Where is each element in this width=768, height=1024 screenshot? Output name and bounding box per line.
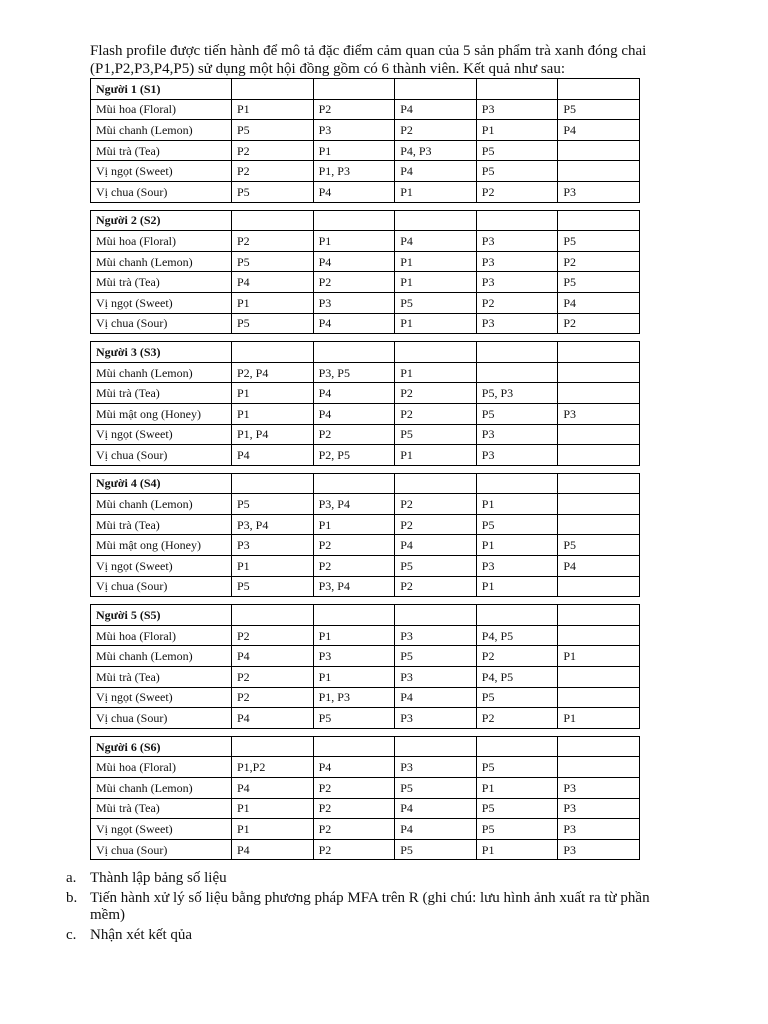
rank-cell: P2 bbox=[395, 494, 477, 515]
intro-line-2: (P1,P2,P3,P4,P5) sử dụng một hội đồng gồm có 6 thành viên. Kết quả như sau: bbox=[90, 61, 566, 77]
rank-cell: P2, P4 bbox=[232, 362, 314, 383]
rank-cell: P3, P4 bbox=[232, 514, 314, 535]
intro-paragraph bbox=[90, 42, 690, 78]
rank-cell: P2, P5 bbox=[313, 445, 395, 466]
rank-cell: P1 bbox=[232, 292, 314, 313]
rank-cell: P5 bbox=[558, 272, 640, 293]
table-row bbox=[91, 140, 640, 161]
rank-cell: P1 bbox=[476, 535, 558, 556]
empty-cell bbox=[395, 473, 477, 494]
empty-cell bbox=[313, 736, 395, 757]
rank-cell: P3 bbox=[476, 99, 558, 120]
rank-cell: P1 bbox=[558, 646, 640, 667]
task-letter: c. bbox=[66, 927, 77, 943]
attribute-cell: Vị chua (Sour) bbox=[91, 708, 232, 729]
rank-cell: P5 bbox=[558, 535, 640, 556]
rank-cell: P3 bbox=[476, 556, 558, 577]
panelist-header: Người 2 (S2) bbox=[91, 210, 232, 231]
attribute-cell: Vị chua (Sour) bbox=[91, 313, 232, 334]
rank-cell: P1 bbox=[395, 445, 477, 466]
table-row bbox=[91, 625, 640, 646]
panelist-table bbox=[90, 473, 640, 598]
rank-cell: P5 bbox=[395, 424, 477, 445]
task-text: Tiến hành xử lý số liệu bằng phương pháp MFA trên R (ghi chú: lưu hình ảnh xuất ra từ phần mềm) bbox=[90, 890, 650, 923]
rank-cell: P4 bbox=[395, 687, 477, 708]
rank-cell: P5 bbox=[476, 403, 558, 424]
table-row bbox=[91, 313, 640, 334]
table-row bbox=[91, 120, 640, 141]
table-row bbox=[91, 272, 640, 293]
table-row bbox=[91, 383, 640, 404]
rank-cell: P4 bbox=[313, 313, 395, 334]
attribute-cell: Vị ngọt (Sweet) bbox=[91, 556, 232, 577]
rank-cell: P1 bbox=[395, 251, 477, 272]
empty-cell bbox=[558, 605, 640, 626]
rank-cell: P4 bbox=[232, 272, 314, 293]
rank-cell: P4 bbox=[558, 556, 640, 577]
panelist-table bbox=[90, 604, 640, 729]
rank-cell: P4 bbox=[395, 819, 477, 840]
rank-cell: P3, P4 bbox=[313, 494, 395, 515]
rank-cell: P5 bbox=[232, 576, 314, 597]
rank-cell: P1 bbox=[313, 625, 395, 646]
table-row bbox=[91, 535, 640, 556]
rank-cell: P1 bbox=[395, 362, 477, 383]
rank-cell: P2 bbox=[313, 556, 395, 577]
rank-cell: P5 bbox=[395, 839, 477, 860]
rank-cell: P5 bbox=[476, 140, 558, 161]
rank-cell: P3 bbox=[558, 819, 640, 840]
rank-cell: P4, P3 bbox=[395, 140, 477, 161]
rank-cell: P2 bbox=[395, 576, 477, 597]
rank-cell: P4 bbox=[313, 251, 395, 272]
table-row bbox=[91, 576, 640, 597]
empty-cell bbox=[558, 342, 640, 363]
table-row bbox=[91, 403, 640, 424]
rank-cell: P2 bbox=[395, 514, 477, 535]
rank-cell: P5 bbox=[232, 494, 314, 515]
attribute-cell: Mùi mật ong (Honey) bbox=[91, 403, 232, 424]
rank-cell: P3 bbox=[558, 778, 640, 799]
attribute-cell: Vị ngọt (Sweet) bbox=[91, 424, 232, 445]
rank-cell: P3 bbox=[313, 646, 395, 667]
rank-cell bbox=[558, 514, 640, 535]
rank-cell bbox=[558, 161, 640, 182]
rank-cell: P2 bbox=[395, 383, 477, 404]
table-row bbox=[91, 251, 640, 272]
rank-cell: P2 bbox=[232, 231, 314, 252]
rank-cell: P4 bbox=[232, 839, 314, 860]
rank-cell bbox=[558, 687, 640, 708]
empty-cell bbox=[476, 473, 558, 494]
rank-cell: P1 bbox=[232, 556, 314, 577]
table-row bbox=[91, 99, 640, 120]
attribute-cell: Mùi chanh (Lemon) bbox=[91, 778, 232, 799]
panelist-header: Người 1 (S1) bbox=[91, 79, 232, 100]
empty-cell bbox=[476, 342, 558, 363]
table-row bbox=[91, 556, 640, 577]
table-row bbox=[91, 161, 640, 182]
rank-cell: P2 bbox=[232, 625, 314, 646]
rank-cell: P1 bbox=[232, 798, 314, 819]
rank-cell: P4 bbox=[232, 646, 314, 667]
attribute-cell: Vị chua (Sour) bbox=[91, 576, 232, 597]
empty-cell bbox=[395, 605, 477, 626]
rank-cell: P4, P5 bbox=[476, 667, 558, 688]
rank-cell: P2 bbox=[313, 272, 395, 293]
rank-cell: P1 bbox=[313, 231, 395, 252]
empty-cell bbox=[313, 605, 395, 626]
rank-cell: P4 bbox=[395, 161, 477, 182]
rank-cell bbox=[558, 445, 640, 466]
rank-cell: P5 bbox=[476, 161, 558, 182]
rank-cell: P2 bbox=[476, 292, 558, 313]
empty-cell bbox=[395, 342, 477, 363]
rank-cell: P3, P5 bbox=[313, 362, 395, 383]
table-header-row bbox=[91, 210, 640, 231]
rank-cell: P3, P4 bbox=[313, 576, 395, 597]
panelist-header: Người 4 (S4) bbox=[91, 473, 232, 494]
rank-cell: P3 bbox=[313, 292, 395, 313]
attribute-cell: Mùi trà (Tea) bbox=[91, 383, 232, 404]
rank-cell: P2 bbox=[313, 839, 395, 860]
attribute-cell: Mùi trà (Tea) bbox=[91, 667, 232, 688]
empty-cell bbox=[395, 736, 477, 757]
rank-cell: P3 bbox=[313, 120, 395, 141]
rank-cell bbox=[558, 494, 640, 515]
table-header-row bbox=[91, 342, 640, 363]
attribute-cell: Vị ngọt (Sweet) bbox=[91, 292, 232, 313]
table-row bbox=[91, 778, 640, 799]
rank-cell: P5, P3 bbox=[476, 383, 558, 404]
rank-cell: P1 bbox=[232, 403, 314, 424]
rank-cell: P1 bbox=[313, 140, 395, 161]
table-row bbox=[91, 687, 640, 708]
rank-cell: P2 bbox=[476, 646, 558, 667]
rank-cell: P4 bbox=[232, 445, 314, 466]
rank-cell: P1 bbox=[476, 120, 558, 141]
rank-cell: P5 bbox=[476, 819, 558, 840]
rank-cell: P5 bbox=[395, 292, 477, 313]
rank-cell: P1 bbox=[476, 494, 558, 515]
attribute-cell: Mùi chanh (Lemon) bbox=[91, 646, 232, 667]
attribute-cell: Mùi hoa (Floral) bbox=[91, 757, 232, 778]
rank-cell: P4 bbox=[395, 535, 477, 556]
rank-cell bbox=[476, 362, 558, 383]
rank-cell: P2 bbox=[313, 819, 395, 840]
attribute-cell: Mùi chanh (Lemon) bbox=[91, 494, 232, 515]
rank-cell: P3 bbox=[232, 535, 314, 556]
attribute-cell: Vị chua (Sour) bbox=[91, 445, 232, 466]
rank-cell: P3 bbox=[476, 424, 558, 445]
attribute-cell: Mùi hoa (Floral) bbox=[91, 99, 232, 120]
rank-cell: P1 bbox=[395, 272, 477, 293]
rank-cell: P3 bbox=[558, 181, 640, 202]
rank-cell: P5 bbox=[476, 687, 558, 708]
empty-cell bbox=[476, 79, 558, 100]
panelist-table bbox=[90, 210, 640, 335]
task-item bbox=[66, 870, 666, 887]
empty-cell bbox=[232, 473, 314, 494]
rank-cell: P2 bbox=[313, 424, 395, 445]
rank-cell bbox=[558, 667, 640, 688]
attribute-cell: Mùi chanh (Lemon) bbox=[91, 362, 232, 383]
rank-cell: P4 bbox=[558, 292, 640, 313]
table-row bbox=[91, 424, 640, 445]
attribute-cell: Vị ngọt (Sweet) bbox=[91, 819, 232, 840]
rank-cell: P2 bbox=[476, 708, 558, 729]
empty-cell bbox=[232, 79, 314, 100]
rank-cell: P4 bbox=[313, 403, 395, 424]
task-text: Thành lập bảng số liệu bbox=[90, 870, 227, 886]
task-list bbox=[66, 870, 666, 947]
table-row bbox=[91, 362, 640, 383]
panelist-tables bbox=[90, 78, 639, 867]
rank-cell: P5 bbox=[476, 798, 558, 819]
task-text: Nhận xét kết qủa bbox=[90, 927, 193, 943]
table-row bbox=[91, 292, 640, 313]
rank-cell: P5 bbox=[476, 514, 558, 535]
rank-cell: P1 bbox=[232, 819, 314, 840]
rank-cell bbox=[558, 625, 640, 646]
attribute-cell: Mùi chanh (Lemon) bbox=[91, 120, 232, 141]
rank-cell: P4 bbox=[232, 778, 314, 799]
empty-cell bbox=[558, 210, 640, 231]
attribute-cell: Vị chua (Sour) bbox=[91, 839, 232, 860]
table-header-row bbox=[91, 736, 640, 757]
rank-cell: P4 bbox=[558, 120, 640, 141]
table-row bbox=[91, 839, 640, 860]
rank-cell: P4 bbox=[395, 99, 477, 120]
empty-cell bbox=[558, 79, 640, 100]
attribute-cell: Mùi trà (Tea) bbox=[91, 798, 232, 819]
table-row bbox=[91, 798, 640, 819]
empty-cell bbox=[476, 736, 558, 757]
rank-cell: P5 bbox=[395, 778, 477, 799]
rank-cell: P4 bbox=[313, 181, 395, 202]
empty-cell bbox=[232, 210, 314, 231]
empty-cell bbox=[558, 736, 640, 757]
task-letter: b. bbox=[66, 890, 78, 906]
rank-cell: P2 bbox=[313, 99, 395, 120]
rank-cell: P2 bbox=[313, 798, 395, 819]
rank-cell: P1,P2 bbox=[232, 757, 314, 778]
rank-cell: P1, P3 bbox=[313, 687, 395, 708]
empty-cell bbox=[232, 605, 314, 626]
rank-cell: P3 bbox=[476, 445, 558, 466]
rank-cell: P1 bbox=[395, 181, 477, 202]
table-row bbox=[91, 494, 640, 515]
rank-cell bbox=[558, 140, 640, 161]
rank-cell: P1, P4 bbox=[232, 424, 314, 445]
rank-cell: P2 bbox=[395, 120, 477, 141]
rank-cell: P5 bbox=[232, 313, 314, 334]
table-header-row bbox=[91, 79, 640, 100]
rank-cell: P1 bbox=[476, 778, 558, 799]
table-row bbox=[91, 708, 640, 729]
rank-cell: P1 bbox=[313, 667, 395, 688]
rank-cell: P1 bbox=[232, 99, 314, 120]
rank-cell: P5 bbox=[232, 181, 314, 202]
rank-cell: P3 bbox=[476, 251, 558, 272]
rank-cell: P1, P3 bbox=[313, 161, 395, 182]
rank-cell: P1 bbox=[476, 839, 558, 860]
rank-cell: P4 bbox=[313, 757, 395, 778]
empty-cell bbox=[313, 342, 395, 363]
rank-cell: P1 bbox=[558, 708, 640, 729]
rank-cell bbox=[558, 424, 640, 445]
attribute-cell: Mùi mật ong (Honey) bbox=[91, 535, 232, 556]
task-item bbox=[66, 927, 666, 944]
rank-cell: P5 bbox=[476, 757, 558, 778]
rank-cell: P3 bbox=[558, 798, 640, 819]
panelist-header: Người 5 (S5) bbox=[91, 605, 232, 626]
attribute-cell: Mùi chanh (Lemon) bbox=[91, 251, 232, 272]
rank-cell bbox=[558, 383, 640, 404]
rank-cell: P1 bbox=[232, 383, 314, 404]
rank-cell: P3 bbox=[395, 625, 477, 646]
panelist-header: Người 6 (S6) bbox=[91, 736, 232, 757]
intro-line-1: Flash profile được tiến hành để mô tả đặc điểm cảm quan của 5 sản phẩm trà xanh đóng chai bbox=[90, 43, 647, 59]
rank-cell bbox=[558, 362, 640, 383]
rank-cell: P4 bbox=[395, 798, 477, 819]
table-row bbox=[91, 231, 640, 252]
attribute-cell: Vị ngọt (Sweet) bbox=[91, 161, 232, 182]
rank-cell: P3 bbox=[395, 757, 477, 778]
attribute-cell: Vị chua (Sour) bbox=[91, 181, 232, 202]
rank-cell: P5 bbox=[232, 120, 314, 141]
rank-cell: P2 bbox=[232, 140, 314, 161]
rank-cell: P2 bbox=[395, 403, 477, 424]
empty-cell bbox=[476, 210, 558, 231]
table-header-row bbox=[91, 605, 640, 626]
rank-cell: P4 bbox=[395, 231, 477, 252]
panelist-header: Người 3 (S3) bbox=[91, 342, 232, 363]
panelist-table bbox=[90, 78, 640, 203]
rank-cell: P5 bbox=[232, 251, 314, 272]
rank-cell: P3 bbox=[558, 839, 640, 860]
rank-cell bbox=[558, 757, 640, 778]
rank-cell: P2 bbox=[232, 667, 314, 688]
empty-cell bbox=[313, 79, 395, 100]
panelist-table bbox=[90, 736, 640, 861]
attribute-cell: Mùi trà (Tea) bbox=[91, 514, 232, 535]
rank-cell: P4 bbox=[313, 383, 395, 404]
attribute-cell: Mùi hoa (Floral) bbox=[91, 231, 232, 252]
task-letter: a. bbox=[66, 870, 77, 886]
attribute-cell: Mùi trà (Tea) bbox=[91, 140, 232, 161]
empty-cell bbox=[313, 210, 395, 231]
rank-cell: P2 bbox=[232, 161, 314, 182]
empty-cell bbox=[558, 473, 640, 494]
table-row bbox=[91, 514, 640, 535]
table-row bbox=[91, 667, 640, 688]
table-row bbox=[91, 819, 640, 840]
table-header-row bbox=[91, 473, 640, 494]
rank-cell: P2 bbox=[313, 778, 395, 799]
rank-cell: P4, P5 bbox=[476, 625, 558, 646]
rank-cell: P3 bbox=[476, 231, 558, 252]
rank-cell: P2 bbox=[558, 251, 640, 272]
rank-cell: P3 bbox=[395, 708, 477, 729]
attribute-cell: Vị ngọt (Sweet) bbox=[91, 687, 232, 708]
table-row bbox=[91, 181, 640, 202]
rank-cell: P1 bbox=[476, 576, 558, 597]
rank-cell: P1 bbox=[395, 313, 477, 334]
empty-cell bbox=[313, 473, 395, 494]
rank-cell: P3 bbox=[558, 403, 640, 424]
rank-cell: P3 bbox=[476, 272, 558, 293]
empty-cell bbox=[232, 342, 314, 363]
rank-cell: P3 bbox=[476, 313, 558, 334]
attribute-cell: Mùi hoa (Floral) bbox=[91, 625, 232, 646]
task-item bbox=[66, 890, 666, 924]
rank-cell: P5 bbox=[558, 231, 640, 252]
table-row bbox=[91, 445, 640, 466]
empty-cell bbox=[476, 605, 558, 626]
panelist-table bbox=[90, 341, 640, 466]
rank-cell: P2 bbox=[558, 313, 640, 334]
rank-cell: P2 bbox=[232, 687, 314, 708]
rank-cell: P5 bbox=[395, 646, 477, 667]
rank-cell: P5 bbox=[313, 708, 395, 729]
attribute-cell: Mùi trà (Tea) bbox=[91, 272, 232, 293]
rank-cell: P5 bbox=[558, 99, 640, 120]
rank-cell: P2 bbox=[476, 181, 558, 202]
rank-cell: P2 bbox=[313, 535, 395, 556]
empty-cell bbox=[395, 210, 477, 231]
rank-cell: P5 bbox=[395, 556, 477, 577]
rank-cell: P3 bbox=[395, 667, 477, 688]
empty-cell bbox=[395, 79, 477, 100]
rank-cell: P4 bbox=[232, 708, 314, 729]
table-row bbox=[91, 757, 640, 778]
rank-cell bbox=[558, 576, 640, 597]
empty-cell bbox=[232, 736, 314, 757]
table-row bbox=[91, 646, 640, 667]
rank-cell: P1 bbox=[313, 514, 395, 535]
